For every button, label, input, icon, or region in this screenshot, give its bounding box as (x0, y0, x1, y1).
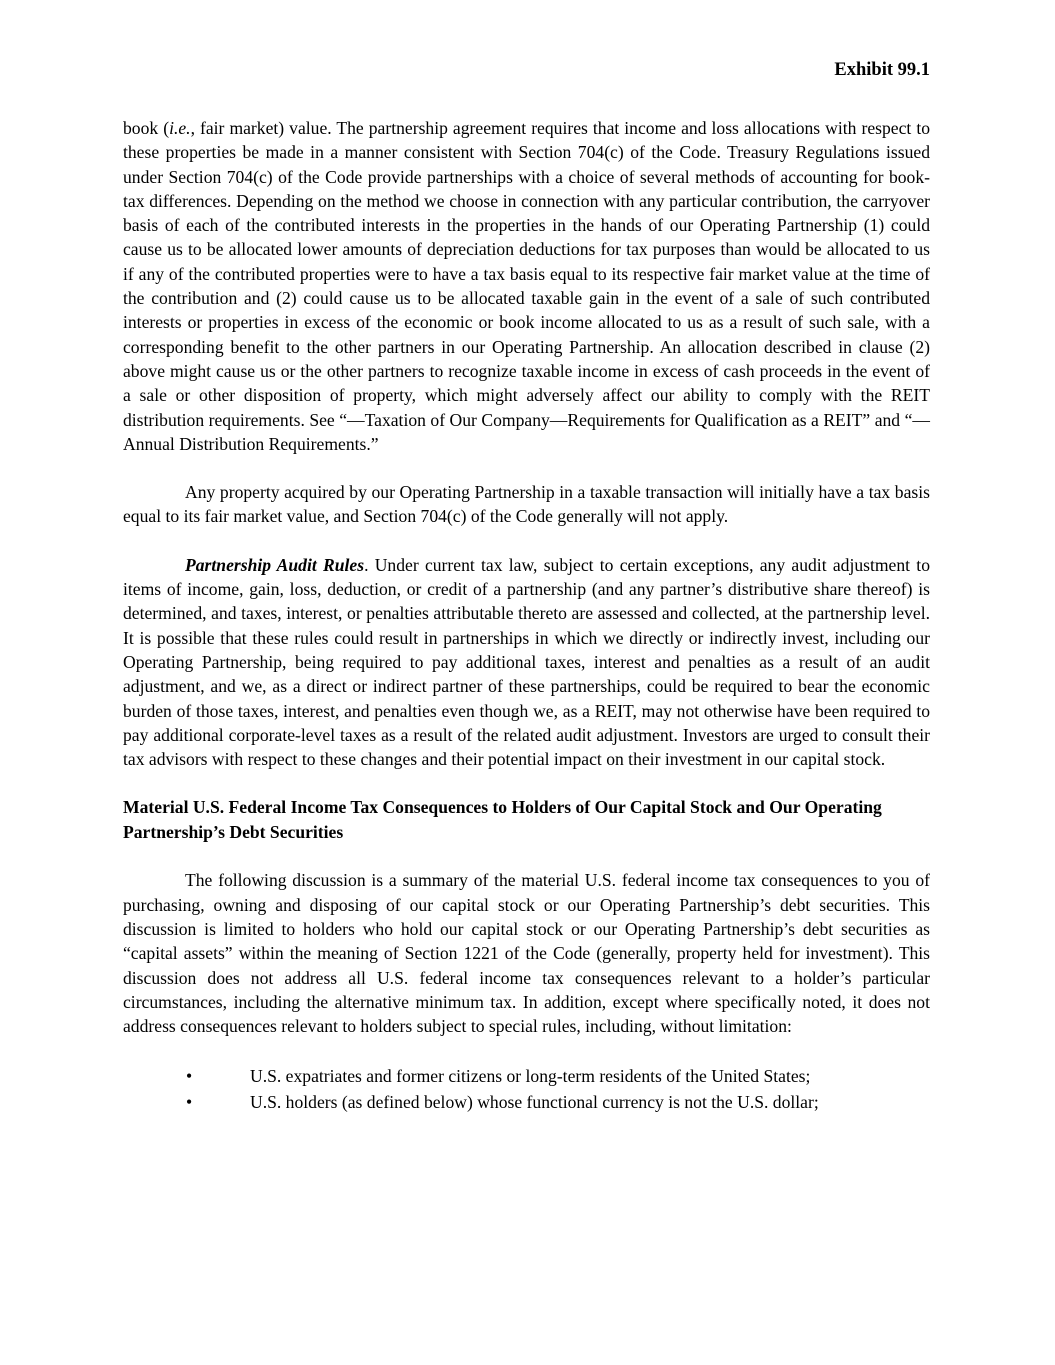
section-heading: Material U.S. Federal Income Tax Consequences to Holders of Our Capital Stock and Our Operating Partnership’s Debt Securities (123, 797, 882, 843)
paragraph-text-run: . Under current tax law, subject to certain exceptions, any audit adjustment to items of income, gain, loss, deduction, or credit of a partnership (and any partner’s distributive share thereof) is determined, and taxes, interest, or penalties attributable thereto are assessed and collected, at the partnership level. It is possible that these rules could result in partnerships in which we directly or indirectly invest, including our Operating Partnership, being required to pay additional taxes, interest and penalties as a result of an audit adjustment, and we, as a direct or indirect partner of these partnerships, could be required to bear the economic burden of those taxes, interest, and penalties even though we, as a REIT, may not otherwise have been required to pay additional corporate-level taxes as a result of the related audit adjustment. Investors are urged to consult their tax advisors with respect to these changes and their potential impact on their investment in our capital stock. (123, 554, 930, 770)
bullet-text: U.S. expatriates and former citizens or long-term residents of the United States; (250, 1065, 811, 1086)
paragraph-book-value (123, 116, 930, 456)
bullet-list (123, 1063, 930, 1115)
exhibit-label: Exhibit 99.1 (834, 60, 930, 80)
paragraph-following-discussion: The following discussion is a summary of the material U.S. federal income tax consequences to you of purchasing, owning and disposing of our capital stock or our Operating Partnership’s debt securities. This discussion is limited to holders who hold our capital stock or our Operating Partnership’s debt securities as “capital assets” within the meaning of Section 1221 of the Code (generally, property held for investment). This discussion does not address all U.S. federal income tax consequences relevant to a holder’s particular circumstances, including the alternative minimum tax. In addition, except where specifically noted, it does not address consequences relevant to holders subject to special rules, including, without limitation: (123, 870, 930, 1037)
paragraph-text-run: , fair market) value. The partnership agreement requires that income and loss allocations with respect to these properties be made in a manner consistent with Section 704(c) of the Code. Treasury Regulations issued under Section 704(c) of the Code provide partnerships with a choice of several methods of accounting for book-tax differences. Depending on the method we choose in connection with any particular contribution, the carryover basis of each of the contributed interests in the properties in the hands of our Operating Partnership (1) could cause us to be allocated lower amounts of depreciation deductions for tax purposes than would be allocated to us if any of the contributed properties were to have a tax basis equal to its respective fair market value at the time of the contribution and (2) could cause us to be allocated taxable gain in the event of a sale of such contributed interests or properties in excess of the economic or book income allocated to us as a result of such sale, with a corresponding benefit to the other partners in our Operating Partnership. An allocation described in clause (2) above might cause us or the other partners to recognize taxable income in excess of cash proceeds in the event of a sale or other disposition of property, which might adversely affect our ability to comply with the REIT distribution requirements. See “—Taxation of Our Company—Requirements for Qualification as a REIT” and “—Annual Distribution Requirements.” (123, 118, 930, 454)
bullet-marker: • (186, 1091, 193, 1112)
bullet-item (123, 1063, 930, 1089)
bullet-item (123, 1089, 930, 1115)
paragraph-any-property: Any property acquired by our Operating Partnership in a taxable transaction will initially have a tax basis equal to its fair market value, and Section 704(c) of the Code generally will not apply. (123, 482, 930, 527)
bullet-marker: • (186, 1065, 193, 1086)
italic-term: i.e. (169, 118, 191, 138)
paragraph-text-run: book ( (123, 118, 170, 138)
bullet-text: U.S. holders (as defined below) whose functional currency is not the U.S. dollar; (250, 1091, 819, 1112)
paragraph-audit-rules (123, 553, 930, 772)
paragraph-lead-bold-italic: Partnership Audit Rules (185, 554, 365, 575)
